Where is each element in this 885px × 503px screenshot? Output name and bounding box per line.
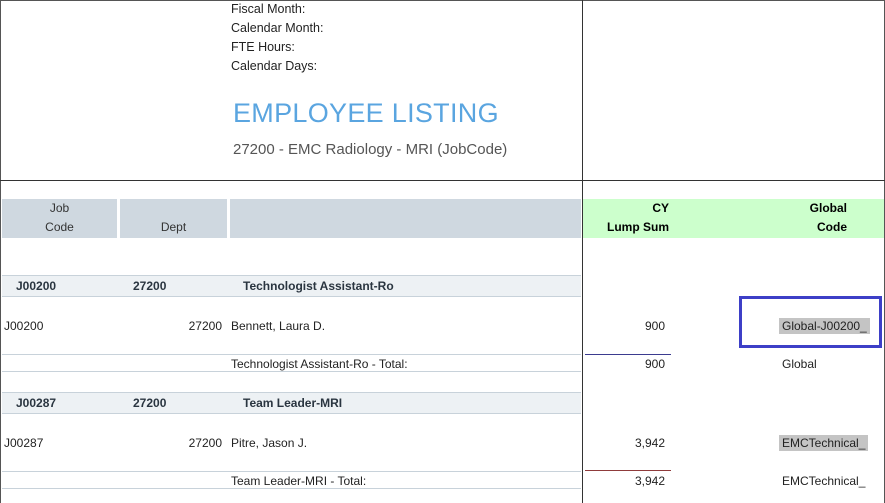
total-lump-sum: 3,942	[634, 474, 665, 488]
column-header-dept[interactable]	[120, 199, 227, 238]
report-subtitle: 27200 - EMC Radiology - MRI (JobCode)	[233, 141, 508, 158]
total-global-code: EMCTechnical_	[782, 474, 866, 488]
group-title: Team Leader-MRI	[243, 396, 343, 410]
group-header-row[interactable]	[2, 275, 581, 297]
column-header-job-code-line1: Job	[49, 201, 70, 215]
param-calendar-month: Calendar Month:	[231, 21, 324, 35]
highlight-box	[739, 296, 882, 348]
row-employee-name[interactable]: Pitre, Jason J.	[231, 436, 308, 450]
row-lump-sum: 3,942	[634, 436, 665, 450]
column-header-global-line1: Global	[809, 201, 847, 215]
row-dept: 27200	[188, 436, 222, 450]
param-fiscal-month: Fiscal Month:	[231, 2, 306, 16]
column-header-dept-label: Dept	[160, 220, 187, 234]
column-header-name[interactable]	[230, 199, 581, 238]
column-header-job-code-line2: Code	[45, 220, 74, 234]
column-header-global-line2: Code	[817, 220, 847, 234]
row-global-code[interactable]: EMCTechnical_	[779, 435, 868, 451]
row-employee-name[interactable]: Bennett, Laura D.	[231, 319, 326, 333]
total-global-code: Global	[782, 357, 817, 371]
column-header-cy-lump-sum[interactable]	[583, 199, 671, 238]
total-lump-sum: 900	[644, 357, 665, 371]
row-dept: 27200	[188, 319, 222, 333]
group-title: Technologist Assistant-Ro	[243, 279, 394, 293]
total-separator-line	[585, 354, 671, 355]
column-header-cy-line1: CY	[652, 201, 669, 215]
group-header-row[interactable]	[2, 392, 581, 414]
param-calendar-days: Calendar Days:	[231, 59, 318, 73]
row-global-code[interactable]: Global-J00200_	[779, 318, 870, 334]
row-job-code: J00200	[4, 319, 44, 333]
report-title: EMPLOYEE LISTING	[233, 98, 499, 128]
total-label: Team Leader-MRI - Total:	[231, 474, 367, 488]
group-dept: 27200	[133, 396, 167, 410]
column-header-job-code[interactable]	[2, 199, 117, 238]
column-header-global-code[interactable]	[671, 199, 884, 238]
pane-divider-vertical	[582, 0, 583, 503]
column-header-cy-line2: Lump Sum	[607, 220, 669, 234]
group-job-code: J00287	[16, 396, 57, 410]
total-separator-line	[585, 470, 671, 471]
group-job-code: J00200	[16, 279, 57, 293]
param-fte-hours: FTE Hours:	[231, 40, 295, 54]
row-job-code: J00287	[4, 436, 44, 450]
total-label: Technologist Assistant-Ro - Total:	[231, 357, 408, 371]
row-lump-sum: 900	[644, 319, 665, 333]
group-dept: 27200	[133, 279, 167, 293]
pane-divider-horizontal	[0, 180, 885, 181]
